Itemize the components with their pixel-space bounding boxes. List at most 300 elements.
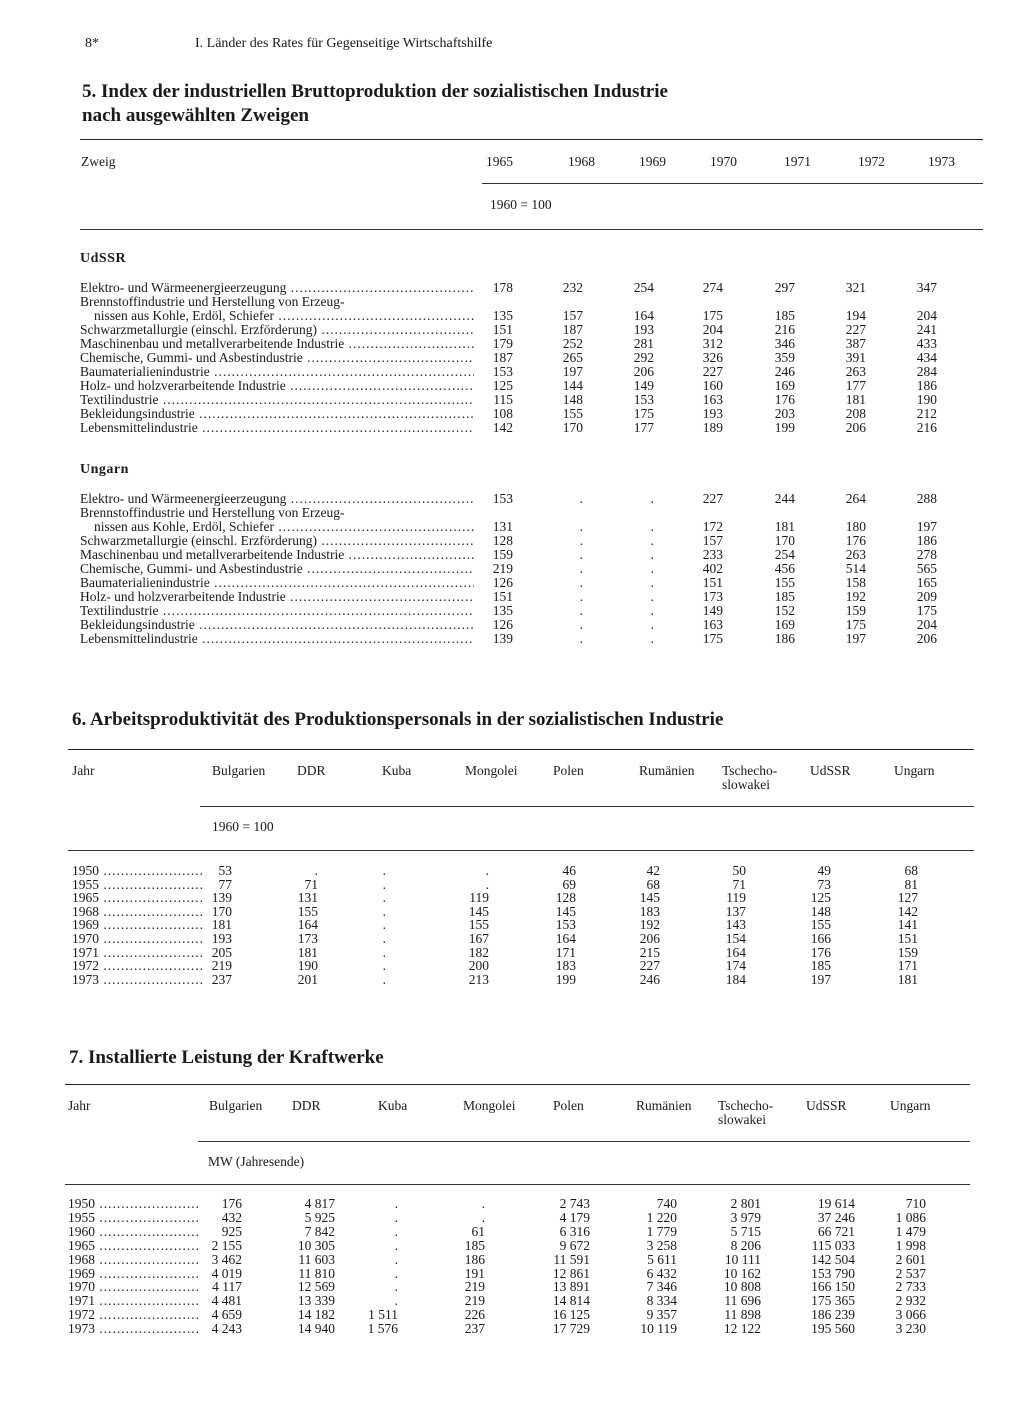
t7-cell: 186 239 (811, 1307, 855, 1323)
t6-cell: . (382, 863, 386, 878)
t7-cell: 3 066 (895, 1307, 926, 1323)
t7-cell: 2 932 (895, 1293, 926, 1309)
t6-cell: 68 (646, 876, 660, 892)
t6-cell: 68 (904, 863, 918, 878)
t6-cell: 185 (810, 958, 831, 974)
t6-cell: 73 (817, 876, 831, 892)
table5-cell: 164 (633, 308, 654, 323)
t7-cell: 1 576 (367, 1321, 398, 1337)
table5-cell: 177 (845, 378, 866, 393)
t6-cell: 183 (639, 903, 660, 919)
table5-cell: . (650, 519, 654, 534)
t6-row-year: 1968 ..... (72, 905, 202, 919)
t6-row-year: 1971 ..... (72, 946, 202, 960)
t7-cell: 61 (471, 1223, 485, 1239)
t7-cell: 219 (464, 1279, 485, 1295)
table5-row-label: Schwarzmetallurgie (einschl. Erzförderung) ..... (80, 534, 474, 548)
t6-cell: 159 (897, 944, 918, 960)
table5-row-label: Elektro- und Wärmeenergieerzeugung ..... (80, 492, 474, 506)
table5-cell: 232 (562, 280, 583, 295)
t7-row-year: 1969 ..... (68, 1267, 198, 1281)
t7-cell: 4 243 (211, 1321, 242, 1337)
table5-cell: . (579, 589, 583, 604)
table5-cell: 204 (916, 617, 937, 632)
t6-country-bulgarien: Bulgarien (212, 763, 266, 778)
table5-row-label: Baumaterialienindustrie ..... (80, 365, 474, 379)
t7-cell: 4 659 (211, 1307, 242, 1323)
t6-country-rumänien: Rumänien (639, 763, 695, 778)
t7-cell: 153 790 (811, 1265, 855, 1281)
t6-cell: 200 (468, 958, 489, 974)
t6-cell: 164 (555, 931, 576, 946)
t6-cell: . (382, 971, 386, 987)
t7-cell: . (394, 1251, 398, 1267)
t6-cell: 119 (726, 890, 746, 906)
t7-cell: 1 220 (646, 1209, 677, 1225)
t6-cell: . (382, 890, 386, 906)
t6-cell: 166 (810, 931, 831, 946)
table5-cell: . (650, 547, 654, 562)
table5-row-label: Chemische, Gummi- und Asbestindustrie ..... (80, 351, 474, 365)
t7-cell: 14 182 (297, 1307, 335, 1323)
t6-cell: 145 (468, 903, 489, 919)
table5-cell: 149 (702, 603, 723, 618)
table7-body-rule (65, 1184, 970, 1185)
t7-cell: 432 (221, 1209, 242, 1225)
table7-title: 7. Installierte Leistung der Kraftwerke (69, 1047, 384, 1068)
table5-cell: 175 (845, 617, 866, 632)
t7-cell: . (394, 1209, 398, 1225)
table5-cell: 197 (845, 631, 866, 646)
table5-cell: 189 (702, 420, 723, 435)
table5-cell: 203 (774, 406, 795, 421)
t6-cell: 171 (555, 944, 576, 960)
table5-cell: 144 (562, 378, 583, 393)
table5-cell: 151 (492, 589, 513, 604)
t7-cell: 2 733 (895, 1279, 926, 1295)
t7-country-udssr: UdSSR (806, 1098, 847, 1113)
table5-cell: 241 (916, 322, 937, 337)
t7-cell: . (394, 1279, 398, 1295)
t6-cell: 151 (897, 931, 918, 946)
t7-cell: 6 316 (559, 1223, 590, 1239)
t7-cell: 3 230 (895, 1321, 926, 1337)
table5-cell: 434 (916, 350, 937, 365)
t6-row-year: 1969 ..... (72, 918, 202, 932)
table5-cell: 186 (774, 631, 795, 646)
t7-country-ddr: DDR (292, 1098, 321, 1113)
t6-cell: 71 (732, 876, 746, 892)
table5-cell: 197 (562, 364, 583, 379)
table5-cell: 192 (845, 589, 866, 604)
t7-row-year: 1972 ..... (68, 1308, 198, 1322)
t7-row-year: 1965 ..... (68, 1239, 198, 1253)
t6-cell: . (382, 944, 386, 960)
t7-cell: 175 365 (811, 1293, 855, 1309)
table5-cell: 193 (702, 406, 723, 421)
table5-cell: 177 (633, 420, 654, 435)
table5-cell: 181 (774, 519, 795, 534)
t7-cell: 12 569 (297, 1279, 335, 1295)
t6-row-year: 1965 ..... (72, 891, 202, 905)
t6-cell: 184 (725, 971, 746, 987)
table5-cell: 227 (702, 491, 723, 506)
table5-cell: 169 (774, 378, 795, 393)
t7-cell: 14 940 (297, 1321, 335, 1337)
t7-cell: 16 125 (552, 1307, 590, 1323)
t7-country-kuba: Kuba (378, 1098, 408, 1113)
table5-year-1968: 1968 (568, 154, 595, 169)
table5-cell: 297 (774, 280, 795, 295)
t7-cell: 11 591 (553, 1251, 590, 1267)
table5-cell: 126 (492, 617, 513, 632)
t7-cell: 115 033 (811, 1237, 855, 1253)
table5-cell: 206 (633, 364, 654, 379)
table5-cell: 199 (774, 420, 795, 435)
table5-year-1971: 1971 (784, 154, 811, 169)
table5-cell: 227 (845, 322, 866, 337)
t7-country-polen: Polen (553, 1098, 584, 1113)
t7-row-year: 1950 ..... (68, 1197, 198, 1211)
table5-cell: 173 (702, 589, 723, 604)
table5-cell: 181 (845, 392, 866, 407)
t7-cell: 6 432 (646, 1265, 677, 1281)
table5-row-label: Textilindustrie ..... (80, 604, 474, 618)
t6-cell: . (382, 876, 386, 892)
t6-cell: 81 (904, 876, 918, 892)
t7-cell: 7 346 (646, 1279, 677, 1295)
table5-cell: 108 (492, 406, 513, 421)
t7-cell: 1 998 (895, 1237, 926, 1253)
t7-country-ungarn: Ungarn (890, 1098, 931, 1113)
t7-cell: 19 614 (817, 1196, 855, 1211)
t6-cell: 141 (897, 917, 918, 933)
t7-row-year: 1955 ..... (68, 1211, 198, 1225)
t6-cell: 199 (555, 971, 576, 987)
t7-cell: 66 721 (817, 1223, 855, 1239)
table5-row-label: Maschinenbau und metallverarbeitende Industrie ..... (80, 337, 474, 351)
table5-cell: 115 (493, 392, 513, 407)
t6-cell: . (382, 917, 386, 933)
table5-cell: . (650, 575, 654, 590)
t7-cell: 226 (464, 1307, 485, 1323)
t7-country-tschecho: Tschecho- (718, 1098, 774, 1113)
table5-cell: 244 (774, 491, 795, 506)
table5-cell: 139 (492, 631, 513, 646)
table6-title: 6. Arbeitsproduktivität des Produktionspersonals in der sozialistischen Industrie (72, 709, 724, 730)
t7-cell: 8 334 (646, 1293, 677, 1309)
t7-cell: . (481, 1209, 485, 1225)
t6-cell: 145 (555, 903, 576, 919)
table5-cell: 170 (562, 420, 583, 435)
t7-cell: 9 672 (559, 1237, 590, 1253)
t7-cell: 176 (221, 1196, 242, 1211)
table5-header-rule (482, 183, 983, 184)
table5-cell: 148 (562, 392, 583, 407)
table5-cell: 155 (562, 406, 583, 421)
table5-cell: . (579, 603, 583, 618)
t6-cell: 50 (732, 863, 746, 878)
table5-cell: 175 (702, 631, 723, 646)
t6-cell: 197 (810, 971, 831, 987)
table5-body-rule (80, 229, 983, 230)
t6-cell: 182 (468, 944, 489, 960)
table5-top-rule (80, 139, 983, 140)
table5-row-label: Lebensmittelindustrie ..... (80, 632, 474, 646)
t6-cell: 119 (469, 890, 489, 906)
t7-cell: 3 258 (646, 1237, 677, 1253)
t6-cell: 181 (211, 917, 232, 933)
t7-cell: 3 462 (211, 1251, 242, 1267)
table5-cell: 284 (916, 364, 937, 379)
table5-title: 5. Index der industriellen Bruttoproduktion der sozialistischen Industrie nach ausgewählten Zweigen (82, 81, 668, 126)
t7-cell: 4 019 (211, 1265, 242, 1281)
table5-cell: . (650, 589, 654, 604)
t7-cell: . (394, 1293, 398, 1309)
t6-cell: . (382, 958, 386, 974)
t6-col-label: Jahr (72, 763, 95, 778)
t7-cell: 7 842 (304, 1223, 335, 1239)
t6-cell: 167 (468, 931, 489, 946)
table5-cell: 186 (916, 378, 937, 393)
t6-cell: 173 (297, 931, 318, 946)
t6-country-polen: Polen (553, 763, 584, 778)
t6-cell: 139 (211, 890, 232, 906)
table5-cell: 135 (492, 308, 513, 323)
table5-cell: 208 (845, 406, 866, 421)
running-header (85, 36, 492, 52)
table5-cell: 278 (916, 547, 937, 562)
t7-cell: 2 537 (895, 1265, 926, 1281)
table5-cell: 206 (845, 420, 866, 435)
table5-cell: 292 (633, 350, 654, 365)
table5-cell: . (579, 547, 583, 562)
t7-cell: 13 891 (552, 1279, 590, 1295)
t7-country-rumänien: Rumänien (636, 1098, 692, 1113)
t7-cell: . (394, 1237, 398, 1253)
t6-row-year: 1972 ..... (72, 959, 202, 973)
t7-cell: . (394, 1265, 398, 1281)
table5-cell: 186 (916, 533, 937, 548)
t6-country-mongolei: Mongolei (465, 763, 518, 778)
table5-year-1970: 1970 (710, 154, 737, 169)
table5-cell: . (579, 631, 583, 646)
table5-cell: 159 (845, 603, 866, 618)
table5-cell: 131 (492, 519, 513, 534)
t6-country-tschecho: Tschecho- (722, 763, 778, 778)
t6-cell: 237 (211, 971, 232, 987)
table5-row-label: Chemische, Gummi- und Asbestindustrie ..... (80, 562, 474, 576)
t6-row-year: 1950 ..... (72, 864, 202, 878)
t6-cell: 128 (555, 890, 576, 906)
page-number: 8* (85, 36, 99, 51)
table5-row-label: Brennstoffindustrie und Herstellung von Erzeug- (80, 294, 345, 309)
table5-section-udssr: UdSSR (80, 251, 127, 266)
table5-cell: 252 (562, 336, 583, 351)
table5-cell: 227 (702, 364, 723, 379)
t6-country-kuba: Kuba (382, 763, 412, 778)
t6-cell: 205 (211, 944, 232, 960)
t7-cell: 3 979 (730, 1209, 761, 1225)
table5-cell: 175 (916, 603, 937, 618)
table5-cell: 153 (633, 392, 654, 407)
table7-top-rule (65, 1084, 970, 1085)
t7-cell: 4 481 (211, 1293, 242, 1309)
table5-row-label: Elektro- und Wärmeenergieerzeugung ..... (80, 281, 474, 295)
t6-cell: 154 (725, 931, 746, 946)
table5-cell: 178 (492, 280, 513, 295)
table5-cell: 185 (774, 589, 795, 604)
t7-cell: 12 861 (552, 1265, 590, 1281)
table5-year-1965: 1965 (486, 154, 513, 169)
t7-cell: 10 808 (723, 1279, 761, 1295)
t7-cell: . (481, 1196, 485, 1211)
table5-cell: 274 (702, 280, 723, 295)
table5-cell: 246 (774, 364, 795, 379)
t7-row-year: 1971 ..... (68, 1294, 198, 1308)
t6-cell: 174 (725, 958, 746, 974)
t7-country-mongolei: Mongolei (463, 1098, 516, 1113)
table5-cell: 169 (774, 617, 795, 632)
t7-cell: 37 246 (817, 1209, 855, 1225)
table5-cell: 204 (702, 322, 723, 337)
table5-cell: 433 (916, 336, 937, 351)
t7-cell: 195 560 (811, 1321, 855, 1337)
table5-cell: 159 (492, 547, 513, 562)
table5-cell: 125 (492, 378, 513, 393)
table5-cell: 281 (633, 336, 654, 351)
table5-cell: 219 (492, 561, 513, 576)
table5-cell: . (579, 561, 583, 576)
table6-header-rule (200, 806, 974, 807)
table5-cell: 326 (702, 350, 723, 365)
t7-cell: 2 155 (211, 1237, 242, 1253)
t6-cell: 42 (646, 863, 660, 878)
table5-row-label: Holz- und holzverarbeitende Industrie ..... (80, 590, 474, 604)
t6-cell: 143 (725, 917, 746, 933)
t7-cell: 1 479 (895, 1223, 926, 1239)
t7-cell: 5 925 (304, 1209, 335, 1225)
table5-cell: 209 (916, 589, 937, 604)
t6-cell: 215 (639, 944, 660, 960)
t6-cell: 77 (218, 876, 232, 892)
t6-cell: 148 (810, 903, 831, 919)
table5-cell: 197 (916, 519, 937, 534)
t6-row-year: 1955 ..... (72, 878, 202, 892)
t6-cell: 127 (897, 890, 918, 906)
table5-cell: 265 (562, 350, 583, 365)
t6-cell: 181 (297, 944, 318, 960)
table5-cell: 153 (492, 491, 513, 506)
t7-row-year: 1970 ..... (68, 1280, 198, 1294)
t7-cell: 11 696 (724, 1293, 761, 1309)
t6-cell: 155 (297, 903, 318, 919)
table5-cell: 180 (845, 519, 866, 534)
t7-cell: 9 357 (646, 1307, 677, 1323)
table5-cell: 176 (845, 533, 866, 548)
table5-cell: 216 (916, 420, 937, 435)
t6-country-ungarn: Ungarn (894, 763, 935, 778)
table5-cell: 359 (774, 350, 795, 365)
table5-cell: 233 (702, 547, 723, 562)
t7-cell: 4 117 (212, 1279, 242, 1295)
table5-cell: 456 (774, 561, 795, 576)
table5-cell: 216 (774, 322, 795, 337)
table5-cell: 264 (845, 491, 866, 506)
t6-cell: 137 (725, 903, 746, 919)
table5-cell: 175 (702, 308, 723, 323)
t6-cell: 69 (562, 876, 576, 892)
t6-row-year: 1973 ..... (72, 973, 202, 987)
table5-cell: 179 (492, 336, 513, 351)
t6-cell: 145 (639, 890, 660, 906)
table5-cell: 346 (774, 336, 795, 351)
table5-cell: 152 (774, 603, 795, 618)
t7-cell: 5 715 (730, 1223, 761, 1239)
table6-body-rule (68, 850, 974, 851)
table5-cell: 135 (492, 603, 513, 618)
table5-cell: 312 (702, 336, 723, 351)
table5-cell: 151 (492, 322, 513, 337)
table5-cell: 402 (702, 561, 723, 576)
table5-cell: 321 (845, 280, 866, 295)
table5-cell: 158 (845, 575, 866, 590)
t7-cell: 4 179 (559, 1209, 590, 1225)
t6-cell: 201 (297, 971, 318, 987)
table5-cell: 185 (774, 308, 795, 323)
table5-cell: 347 (916, 280, 937, 295)
t7-row-year: 1968 ..... (68, 1253, 198, 1267)
table5-cell: . (650, 491, 654, 506)
t7-col-label: Jahr (68, 1098, 91, 1113)
table5-cell: 160 (702, 378, 723, 393)
table5-cell: 142 (492, 420, 513, 435)
t7-cell: 2 601 (895, 1251, 926, 1267)
table5-row-label: Baumaterialienindustrie ..... (80, 576, 474, 590)
t6-cell: 183 (555, 958, 576, 974)
table5-row-label: Schwarzmetallurgie (einschl. Erzförderung) ..... (80, 323, 474, 337)
t7-row-year: 1973 ..... (68, 1322, 198, 1336)
table5-cell: 151 (702, 575, 723, 590)
table5-cell: 170 (774, 533, 795, 548)
table5-cell: 288 (916, 491, 937, 506)
table5-row-label-cont: nissen aus Kohle, Erdöl, Schiefer ..... (94, 520, 474, 534)
t7-cell: 10 119 (640, 1321, 677, 1337)
table5-cell: 165 (916, 575, 937, 590)
t7-cell: 1 511 (368, 1307, 398, 1323)
table5-cell: 157 (562, 308, 583, 323)
t6-country-ddr: DDR (297, 763, 326, 778)
t6-cell: 227 (639, 958, 660, 974)
t6-cell: 246 (639, 971, 660, 987)
t7-country-cont: slowakei (718, 1112, 766, 1127)
table5-cell: 263 (845, 364, 866, 379)
t7-cell: . (394, 1223, 398, 1239)
table5-cell: . (650, 617, 654, 632)
t7-cell: 237 (464, 1321, 485, 1337)
t6-cell: . (485, 876, 489, 892)
table5-cell: 157 (702, 533, 723, 548)
t6-cell: . (382, 903, 386, 919)
t7-cell: 12 122 (723, 1321, 761, 1337)
table5-cell: . (650, 603, 654, 618)
t7-cell: 10 162 (723, 1265, 761, 1281)
table5-base-label: 1960 = 100 (490, 197, 552, 212)
table5-cell: 163 (702, 617, 723, 632)
t6-cell: 125 (810, 890, 831, 906)
table5-row-label: Brennstoffindustrie und Herstellung von Erzeug- (80, 505, 345, 520)
t7-cell: 740 (656, 1196, 677, 1211)
